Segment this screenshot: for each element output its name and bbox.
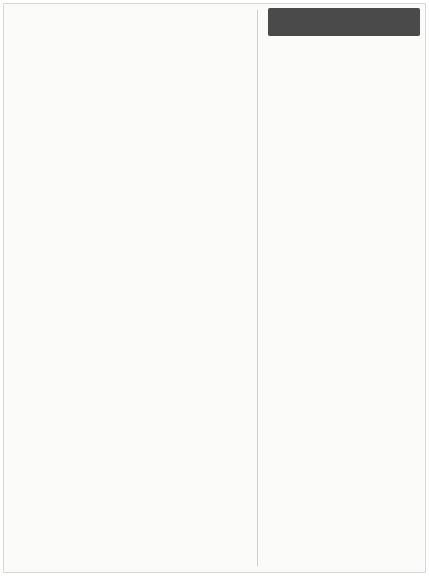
notice-masthead [268, 8, 420, 36]
column-divider [257, 10, 258, 566]
right-column [259, 42, 419, 566]
left-column [10, 8, 255, 368]
newspaper-notice-page [3, 3, 426, 573]
